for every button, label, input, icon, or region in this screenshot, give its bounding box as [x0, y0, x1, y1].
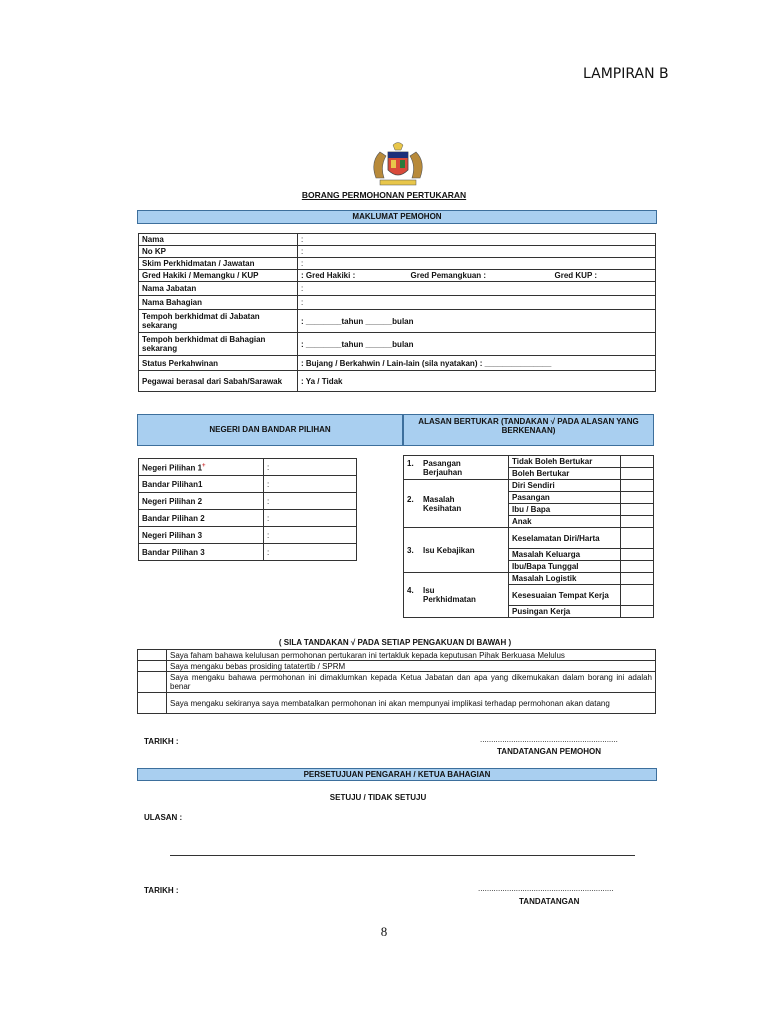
field-status[interactable]: : Bujang / Berkahwin / Lain-lain (sila nyatakan) : _______________: [298, 356, 656, 371]
field-nama-jabatan[interactable]: :: [298, 282, 656, 296]
choice-value[interactable]: :: [264, 476, 357, 493]
table-row: [138, 693, 656, 714]
choice-label: Negeri Pilihan 3: [139, 527, 264, 544]
reason-item: Keselamatan Diri/Harta: [509, 528, 621, 549]
table-row: [139, 527, 357, 544]
reason-group: 1. Pasangan Berjauhan: [404, 456, 509, 480]
table-row: [139, 296, 656, 310]
reason-item: Masalah Logistik: [509, 573, 621, 585]
field-label: Gred Hakiki / Memangku / KUP: [139, 270, 298, 282]
field-nama[interactable]: :: [298, 234, 656, 246]
applicant-signature-label: TANDATANGAN PEMOHON: [497, 747, 601, 756]
reason-item: Boleh Bertukar: [509, 468, 621, 480]
declaration-text: Saya mengaku sekiranya saya membatalkan permohonan ini akan mempunyai implikasi terhadap permohonan akan datang: [167, 693, 656, 714]
field-sabah-sarawak[interactable]: : Ya / Tidak: [298, 371, 656, 392]
table-row: [139, 333, 656, 356]
tarikh-label: TARIKH :: [144, 737, 179, 746]
table-row: [139, 510, 357, 527]
table-row: [139, 493, 357, 510]
ulasan-line[interactable]: [170, 855, 635, 856]
field-nama-bahagian[interactable]: :: [298, 296, 656, 310]
section-heading-persetujuan: PERSETUJUAN PENGARAH / KETUA BAHAGIAN: [137, 768, 657, 781]
section-heading-negeri: NEGERI DAN BANDAR PILIHAN: [137, 414, 403, 446]
section-heading-alasan: ALASAN BERTUKAR (TANDAKAN √ PADA ALASAN YANG BERKENAAN): [403, 414, 654, 446]
reason-checkbox[interactable]: [621, 606, 654, 618]
state-choice-table: [138, 458, 357, 561]
reason-group: 2. Masalah Kesihatan: [404, 480, 509, 528]
gred-kup: Gred KUP :: [554, 271, 598, 280]
tarikh-label: TARIKH :: [144, 886, 179, 895]
field-label: Status Perkahwinan: [139, 356, 298, 371]
field-label: Skim Perkhidmatan / Jawatan: [139, 258, 298, 270]
ulasan-label: ULASAN :: [144, 813, 183, 822]
applicant-info-table: [138, 233, 656, 392]
table-row: [139, 371, 656, 392]
choice-label: Bandar Pilihan1: [139, 476, 264, 493]
reason-checkbox[interactable]: [621, 480, 654, 492]
gred-pemangkuan: Gred Pemangkuan :: [410, 271, 487, 280]
reason-checkbox[interactable]: [621, 516, 654, 528]
field-label: Pegawai berasal dari Sabah/Sarawak: [139, 371, 298, 392]
table-row: [404, 456, 654, 468]
gred-hakiki: : Gred Hakiki :: [301, 271, 356, 280]
field-label: Nama Jabatan: [139, 282, 298, 296]
signature-line[interactable]: ..............................................................: [480, 735, 618, 744]
signature-line[interactable]: .............................................................: [478, 884, 614, 893]
table-row: [139, 258, 656, 270]
choice-value[interactable]: :: [264, 544, 357, 561]
reason-item: Diri Sendiri: [509, 480, 621, 492]
declaration-checkbox[interactable]: [138, 650, 167, 661]
table-row: [404, 480, 654, 492]
approval-choice[interactable]: SETUJU / TIDAK SETUJU: [329, 793, 427, 802]
declaration-table: [137, 649, 656, 714]
choice-value[interactable]: :: [264, 493, 357, 510]
form-title: BORANG PERMOHONAN PERTUKARAN: [301, 190, 467, 200]
field-label: Nama Bahagian: [139, 296, 298, 310]
lampiran-label: LAMPIRAN B: [583, 66, 669, 82]
section-heading-maklumat: MAKLUMAT PEMOHON: [137, 210, 657, 224]
declaration-checkbox[interactable]: [138, 693, 167, 714]
coat-of-arms-icon: [366, 140, 430, 190]
reason-checkbox[interactable]: [621, 504, 654, 516]
director-signature-label: TANDATANGAN: [519, 897, 580, 906]
table-row: [139, 544, 357, 561]
table-row: [138, 672, 656, 693]
reason-checkbox[interactable]: [621, 549, 654, 561]
page-number: 8: [380, 924, 388, 939]
table-row: [404, 528, 654, 549]
choice-label: Negeri Pilihan 1+: [139, 459, 264, 476]
choice-label: Negeri Pilihan 2: [139, 493, 264, 510]
declaration-checkbox[interactable]: [138, 672, 167, 693]
reason-checkbox[interactable]: [621, 561, 654, 573]
declaration-checkbox[interactable]: [138, 661, 167, 672]
reason-item: Kesesuaian Tempat Kerja: [509, 585, 621, 606]
table-row: [139, 310, 656, 333]
field-no-kp[interactable]: :: [298, 246, 656, 258]
table-row: [139, 246, 656, 258]
choice-value[interactable]: :: [264, 510, 357, 527]
declaration-text: Saya mengaku bahawa permohonan ini dimaklumkan kepada Ketua Jabatan dan apa yang dikemukakan dalam borang ini adalah benar: [167, 672, 656, 693]
table-row: [138, 650, 656, 661]
field-label: Tempoh berkhidmat di Bahagian sekarang: [139, 333, 298, 356]
reason-group: 3. Isu Kebajikan: [404, 528, 509, 573]
reason-checkbox[interactable]: [621, 468, 654, 480]
reason-checkbox[interactable]: [621, 492, 654, 504]
choice-label: Bandar Pilihan 3: [139, 544, 264, 561]
table-row: [404, 573, 654, 585]
table-row: [139, 234, 656, 246]
reason-item: Pusingan Kerja: [509, 606, 621, 618]
declaration-text: Saya faham bahawa kelulusan permohonan pertukaran ini tertakluk kepada keputusan Pihak Berkuasa Melulus: [167, 650, 656, 661]
reason-checkbox[interactable]: [621, 573, 654, 585]
field-gred[interactable]: [298, 270, 656, 282]
field-label: Tempoh berkhidmat di Jabatan sekarang: [139, 310, 298, 333]
reason-item: Pasangan: [509, 492, 621, 504]
reason-item: Ibu/Bapa Tunggal: [509, 561, 621, 573]
reason-item: Tidak Boleh Bertukar: [509, 456, 621, 468]
choice-label: Bandar Pilihan 2: [139, 510, 264, 527]
table-row: [139, 459, 357, 476]
reason-group: 4. Isu Perkhidmatan: [404, 573, 509, 618]
field-tempoh-bahagian[interactable]: : ________tahun ______bulan: [298, 333, 656, 356]
field-label: Nama: [139, 234, 298, 246]
reason-item: Anak: [509, 516, 621, 528]
table-row: [139, 476, 357, 493]
field-skim[interactable]: :: [298, 258, 656, 270]
reason-item: Ibu / Bapa: [509, 504, 621, 516]
reason-checkbox[interactable]: [621, 585, 654, 606]
field-label: No KP: [139, 246, 298, 258]
table-row: [139, 282, 656, 296]
table-row: [138, 661, 656, 672]
declaration-heading: ( SILA TANDAKAN √ PADA SETIAP PENGAKUAN DI BAWAH ): [278, 638, 512, 647]
table-row: [139, 270, 656, 282]
reason-checkbox[interactable]: [621, 456, 654, 468]
choice-value[interactable]: :: [264, 527, 357, 544]
field-tempoh-jabatan[interactable]: : ________tahun ______bulan: [298, 310, 656, 333]
reason-item: Masalah Keluarga: [509, 549, 621, 561]
choice-value[interactable]: :: [264, 459, 357, 476]
table-row: [139, 356, 656, 371]
reason-checkbox[interactable]: [621, 528, 654, 549]
declaration-text: Saya mengaku bebas prosiding tatatertib / SPRM: [167, 661, 656, 672]
transfer-reason-table: [403, 455, 654, 618]
